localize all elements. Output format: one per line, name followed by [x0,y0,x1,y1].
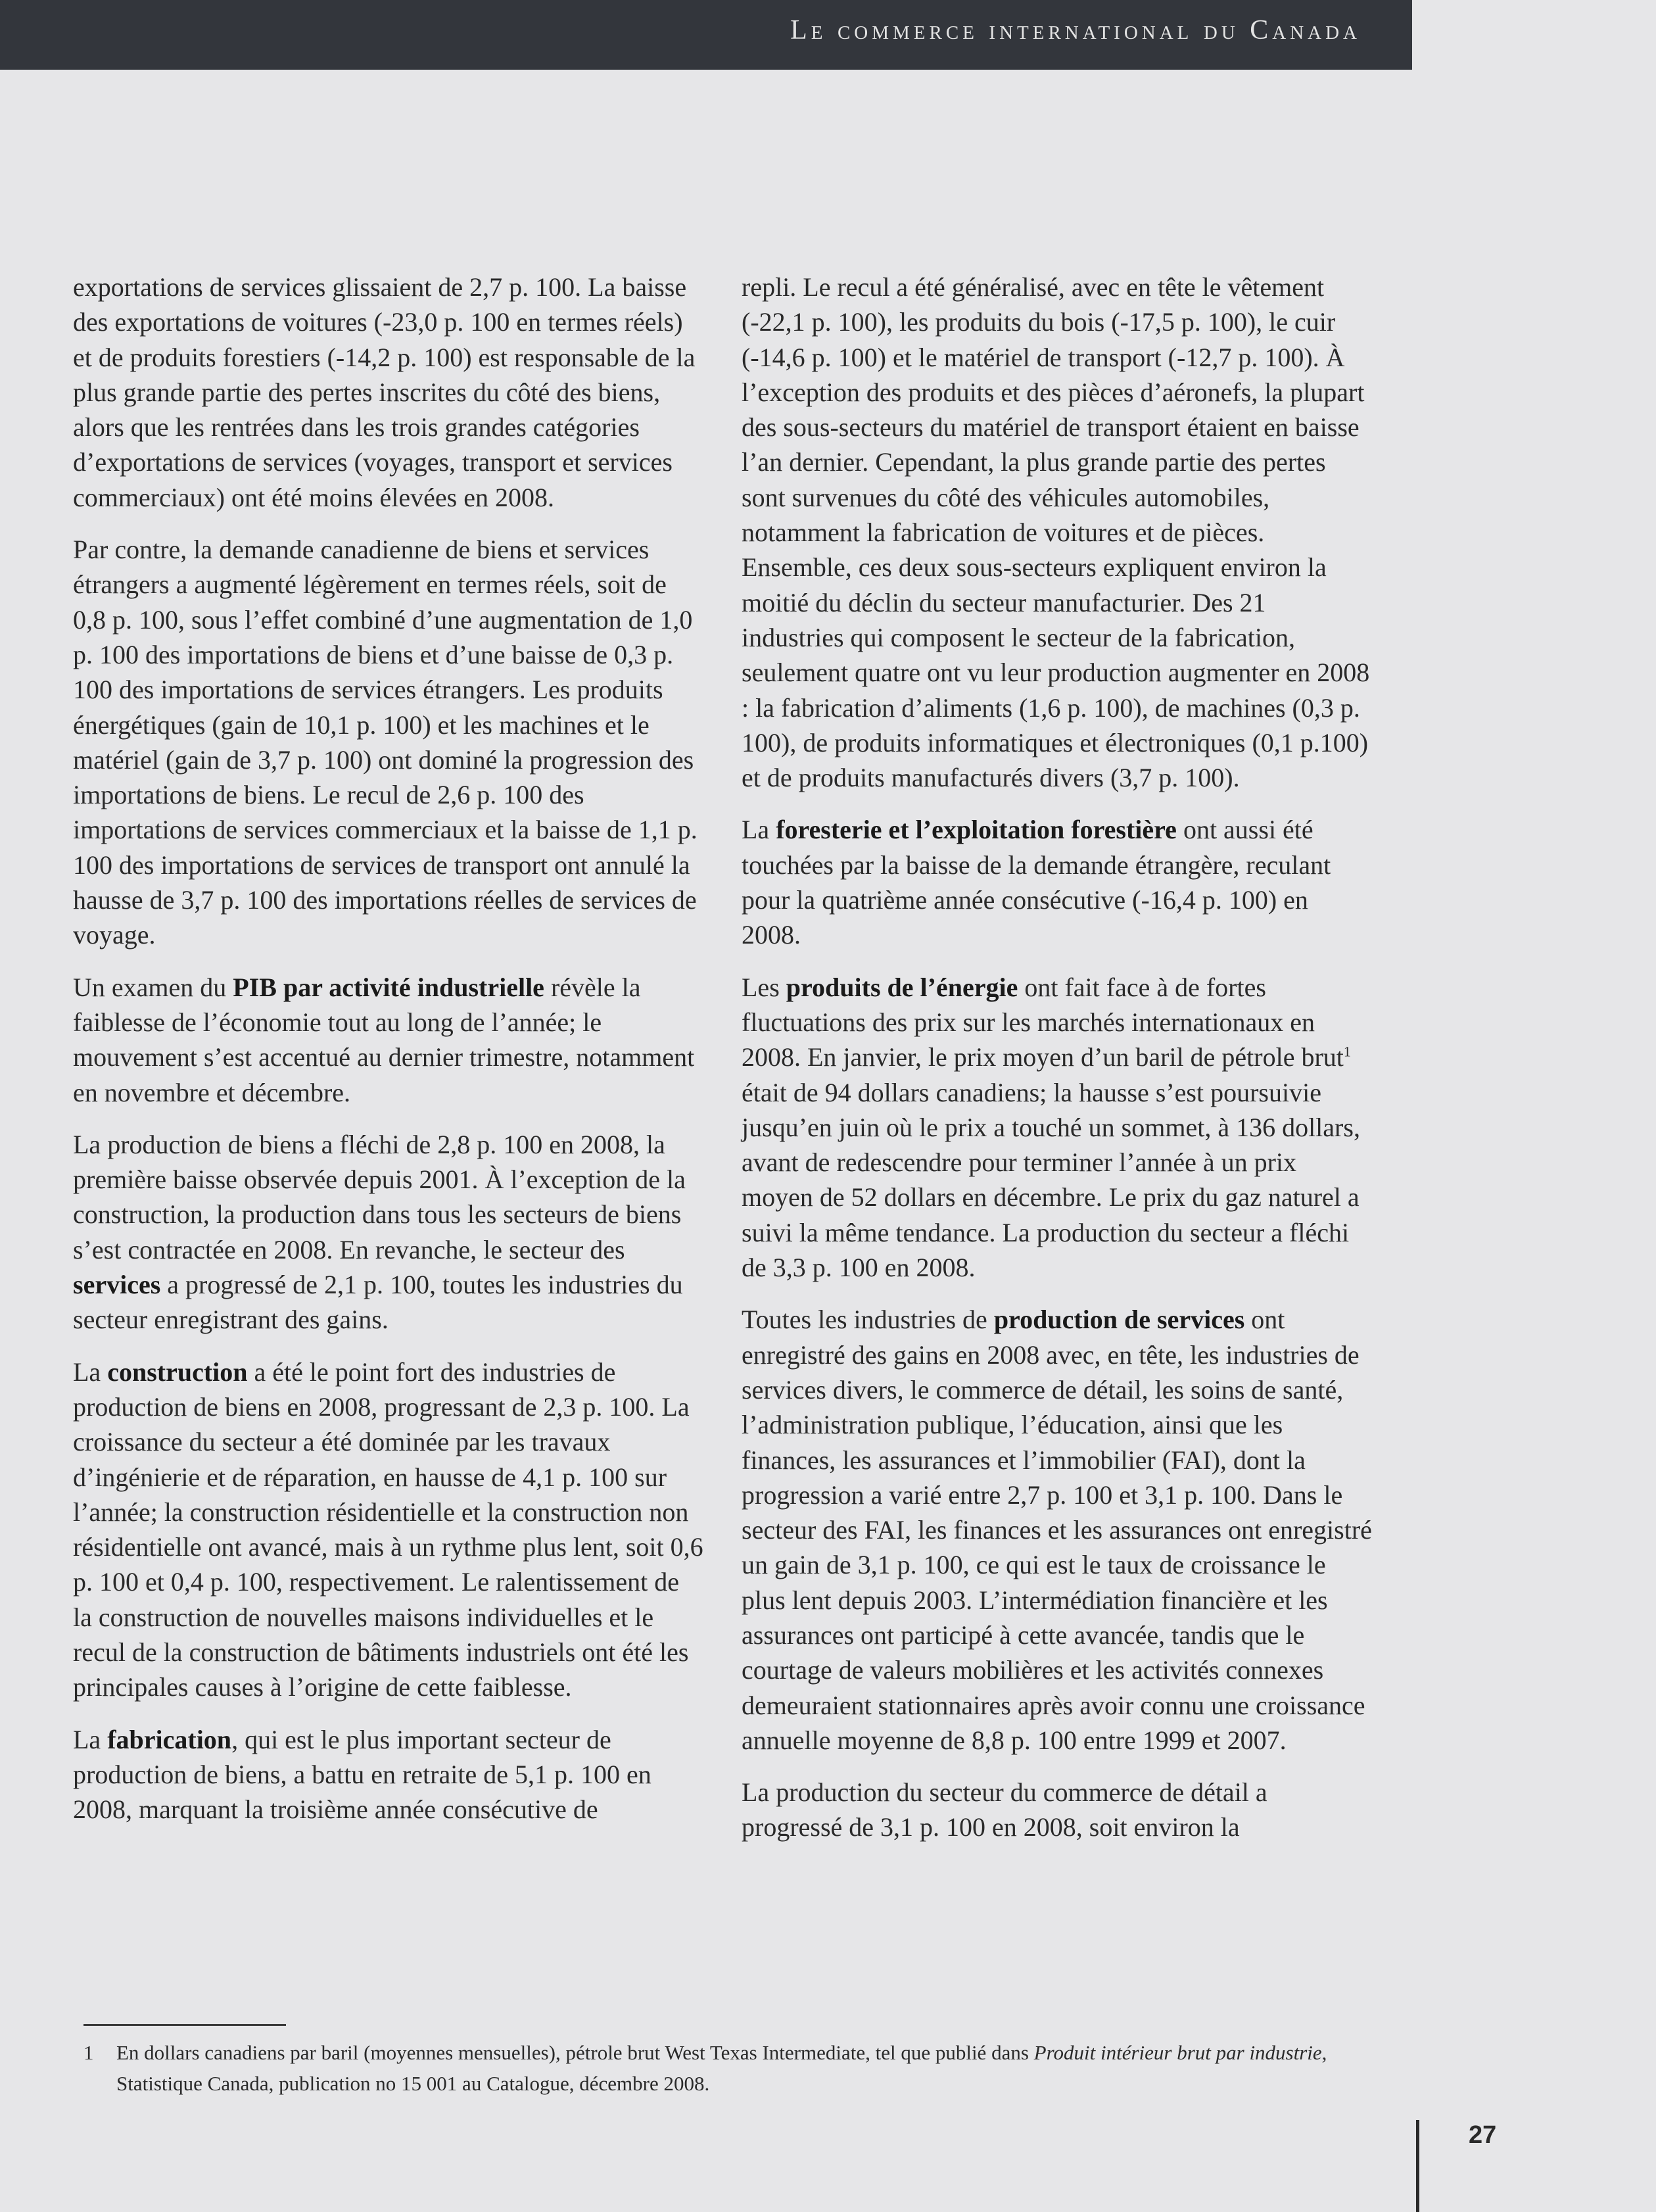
text-run: Toutes les industries de [742,1305,994,1335]
text-run: , Statistique Canada, publication no 15 001 au Catalogue, décembre 2008. [116,2041,1327,2095]
text-run: révèle la faiblesse de l’économie tout au long de l’année; le mouvement s’est accentué au dernier trimestre, notamment en novembre et décembre. [73,972,695,1107]
paragraph [742,1302,1373,1758]
emphasis: services [73,1270,161,1300]
emphasis: produits de l’énergie [786,972,1018,1002]
paragraph [742,970,1373,1286]
page-number-rule [1416,2120,1419,2212]
running-header-title: Le commerce international du Canada [790,15,1361,45]
emphasis: foresterie et l’exploitation forestière [776,815,1177,845]
left-column [73,270,704,1844]
text-run: ont enregistré des gains en 2008 avec, en tête, les industries de services divers, le commerce de détail, les soins de santé, l’administration publique, l’éducation, ainsi que les finances, les assurances et l’immobilier (FAI), dont la progression a varié entre 2,7 p. 100 et 3,1 p. 100. Dans le secteur des FAI, les finances et les assurances ont enregistré un gain de 3,1 p. 100, ce qui est le taux de croissance le plus lent depuis 2003. L’intermédiation financière et les assurances ont participé à cette avancée, tandis que le courtage de valeurs mobilières et les activités connexes demeuraient stationnaires après avoir connu une croissance annuelle moyenne de 8,8 p. 100 entre 1999 et 2007. [742,1305,1372,1755]
text-run: Les [742,972,786,1002]
footnote-number: 1 [83,2041,94,2064]
paragraph [742,1775,1373,1845]
text-run: La production du secteur du commerce de détail a progressé de 3,1 p. 100 en 2008, soit environ la [742,1777,1267,1842]
paragraph [73,1722,704,1827]
footnote-text [116,2037,1372,2099]
text-run: était de 94 dollars canadiens; la hausse s’est poursuivie jusqu’en juin où le prix a touché un sommet, à 136 dollars, avant de redescendre pour terminer l’année à un prix moyen de 52 dollars en décembre. Le prix du gaz naturel a suivi la même tendance. La production du secteur a fléchi de 3,3 p. 100 en 2008. [742,1077,1360,1283]
right-column [742,270,1373,1862]
paragraph [73,1127,704,1337]
footnote-ref[interactable]: 1 [1343,1043,1351,1060]
text-run: , qui est le plus important secteur de production de biens, a battu en retraite de 5,1 p. 100 en 2008, marquant la troisième année consécutive de [73,1724,651,1825]
text-run: Un examen du [73,972,233,1002]
emphasis: PIB par activité industrielle [233,972,544,1002]
publication-title: Produit intérieur brut par industrie [1033,2041,1322,2064]
emphasis: construction [107,1357,248,1387]
text-run: En dollars canadiens par baril (moyennes mensuelles), pétrole brut West Texas Intermediate, tel que publié dans [116,2041,1034,2064]
text-run: a été le point fort des industries de production de biens en 2008, progressant de 2,3 p. 100. La croissance du secteur a été dominée par les travaux d’ingénierie et de réparation, en hausse de 4,1 p. 100 sur l’année; la construction résidentielle et la construction non résidentielle ont avancé, mais à un rythme plus lent, soit 0,6 p. 100 et 0,4 p. 100, respectivement. Le ralentissement de la construction de nouvelles maisons individuelles et le recul de la construction de bâtiments industriels ont été les principales causes à l’origine de cette faiblesse. [73,1357,703,1702]
text-run: repli. Le recul a été généralisé, avec en tête le vêtement (-22,1 p. 100), les produits du bois (-17,5 p. 100), le cuir (-14,6 p. 100) et le matériel de transport (-12,7 p. 100). À l’exception des produits et des pièces d’aéronefs, la plupart des sous-secteurs du matériel de transport étaient en baisse l’an dernier. Cependant, la plus grande partie des pertes sont survenues du côté des véhicules automobiles, notamment la fabrication de voitures et de pièces. Ensemble, ces deux sous-secteurs expliquent environ la moitié du déclin du secteur manufacturier. Des 21 industries qui composent le secteur de la fabrication, seulement quatre ont vu leur production augmenter en 2008 : la fabrication d’aliments (1,6 p. 100), de machines (0,3 p. 100), de produits informatiques et électroniques (0,1 p.100) et de produits manufacturés divers (3,7 p. 100). [742,272,1370,793]
paragraph [73,970,704,1110]
emphasis: fabrication [107,1724,232,1754]
emphasis: production de services [993,1305,1245,1335]
page-number: 27 [1469,2121,1497,2149]
footnote [83,2037,1372,2099]
text-run: Par contre, la demande canadienne de biens et services étrangers a augmenté légèrement en termes réels, soit de 0,8 p. 100, sous l’effet combiné d’une augmentation de 1,0 p. 100 des importations de biens et d’une baisse de 0,3 p. 100 des importations de services étrangers. Les produits énergétiques (gain de 10,1 p. 100) et les machines et le matériel (gain de 3,7 p. 100) ont dominé la progression des importations de biens. Le recul de 2,6 p. 100 des importations de services commerciaux et la baisse de 1,1 p. 100 des importations de services de transport ont annulé la hausse de 3,7 p. 100 des importations réelles de services de voyage. [73,535,698,950]
header-bar [0,0,1412,70]
text-run: a progressé de 2,1 p. 100, toutes les industries du secteur enregistrant des gains. [73,1270,683,1335]
text-run: exportations de services glissaient de 2,7 p. 100. La baisse des exportations de voitures (-23,0 p. 100 en termes réels) et de produits forestiers (-14,2 p. 100) est responsable de la plus grande partie des pertes inscrites du côté des biens, alors que les rentrées dans les trois grandes catégories d’exportations de services (voyages, transport et services commerciaux) ont été moins élevées en 2008. [73,272,696,512]
paragraph [73,1355,704,1705]
text-run: ont fait face à de fortes fluctuations des prix sur les marchés internationaux en 2008. En janvier, le prix moyen d’un baril de pétrole brut [742,972,1344,1072]
text-run: La production de biens a fléchi de 2,8 p. 100 en 2008, la première baisse observée depuis 2001. À l’exception de la construction, la production dans tous les secteurs de biens s’est contractée en 2008. En revanche, le secteur des [73,1129,686,1264]
paragraph [742,812,1373,952]
text-run: ont aussi été touchées par la baisse de la demande étrangère, reculant pour la quatrième année consécutive (-16,4 p. 100) en 2008. [742,815,1331,950]
paragraph [73,270,704,515]
text-run: La [73,1724,108,1754]
paragraph [73,532,704,953]
paragraph [742,270,1373,795]
footnote-divider [83,2024,286,2026]
text-run: La [73,1357,108,1387]
text-run: La [742,815,776,845]
